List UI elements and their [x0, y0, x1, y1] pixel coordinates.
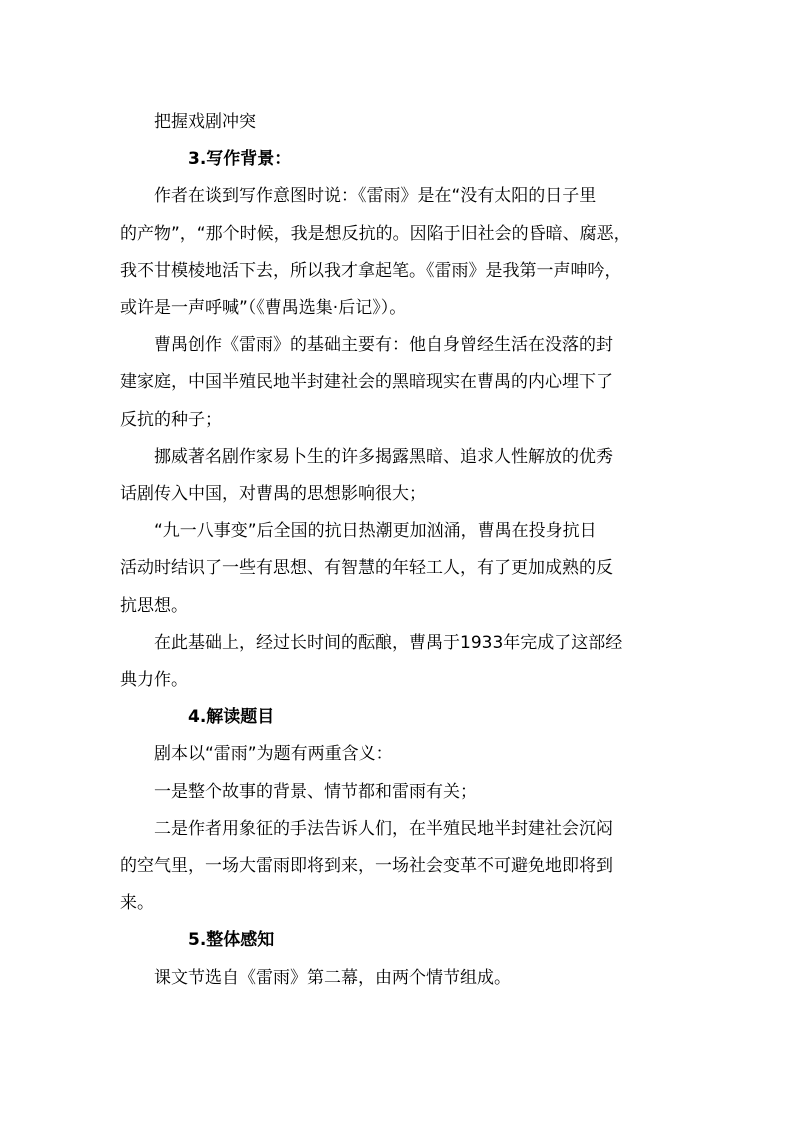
- heading-text: 3.写作背景：: [188, 149, 292, 170]
- text-line: 的产物”，“那个时候，我是想反抗的。因陷于旧社会的昏暗、腐恶，: [120, 223, 631, 244]
- text-line: 二是作者用象征的手法告诉人们，在半殖民地半封建社会沉闷: [154, 818, 613, 839]
- paragraph-ibsen-influence: [120, 439, 676, 513]
- text-line: 典力作。: [120, 670, 188, 691]
- text-line: 挪威著名剧作家易卜生的许多揭露黑暗、追求人性解放的优秀: [154, 446, 613, 467]
- text-line: 一是整个故事的背景、情节都和雷雨有关；: [154, 781, 477, 802]
- paragraph-intro: [120, 104, 676, 141]
- paragraph-excerpt-source: [120, 960, 676, 997]
- paragraph-title-meaning: [120, 736, 676, 773]
- text-line: 的空气里，一场大雷雨即将到来，一场社会变革不可避免地即将到: [120, 856, 613, 877]
- heading-text: 5.整体感知: [188, 930, 275, 951]
- text-line: 抗思想。: [120, 595, 188, 616]
- paragraph-meaning-two: [120, 811, 676, 923]
- text-line: 活动时结识了一些有思想、有智慧的年轻工人，有了更加成熟的反: [120, 558, 613, 579]
- text-line: 来。: [120, 893, 154, 914]
- paragraph-918-incident: [120, 513, 676, 625]
- text-line: 或许是一声呼喊”（《曹禺选集·后记》）。: [120, 298, 407, 319]
- paragraph-completion: [120, 625, 676, 699]
- text-line: 把握戏剧冲突: [154, 112, 256, 132]
- text-line: 作者在谈到写作意图时说：《雷雨》是在“没有太阳的日子里: [154, 186, 597, 207]
- document-body: [120, 104, 676, 997]
- paragraph-author-intent: [120, 178, 676, 327]
- text-line: 反抗的种子；: [120, 409, 222, 430]
- section-heading-title-interpretation: [120, 699, 676, 736]
- paragraph-creation-basis: [120, 327, 676, 439]
- text-line: 剧本以“雷雨”为题有两重含义：: [154, 744, 393, 765]
- text-line: “九一八事变”后全国的抗日热潮更加汹涌，曹禺在投身抗日: [154, 521, 597, 542]
- heading-text: 4.解读题目: [188, 707, 275, 728]
- text-line: 我不甘模棱地活下去，所以我才拿起笔。《雷雨》是我第一声呻吟，: [120, 260, 622, 281]
- text-line: 建家庭，中国半殖民地半封建社会的黑暗现实在曹禺的内心埋下了: [120, 372, 613, 393]
- section-heading-overall-perception: [120, 922, 676, 959]
- text-line: 曹禺创作《雷雨》的基础主要有：他自身曾经生活在没落的封: [154, 335, 613, 356]
- text-line: 在此基础上，经过长时间的酝酿，曹禺于1933年完成了这部经: [154, 632, 623, 653]
- section-heading-background: [120, 141, 676, 178]
- text-line: 话剧传入中国，对曹禺的思想影响很大；: [120, 484, 426, 505]
- text-line: 课文节选自《雷雨》第二幕，由两个情节组成。: [154, 967, 511, 988]
- paragraph-meaning-one: [120, 774, 676, 811]
